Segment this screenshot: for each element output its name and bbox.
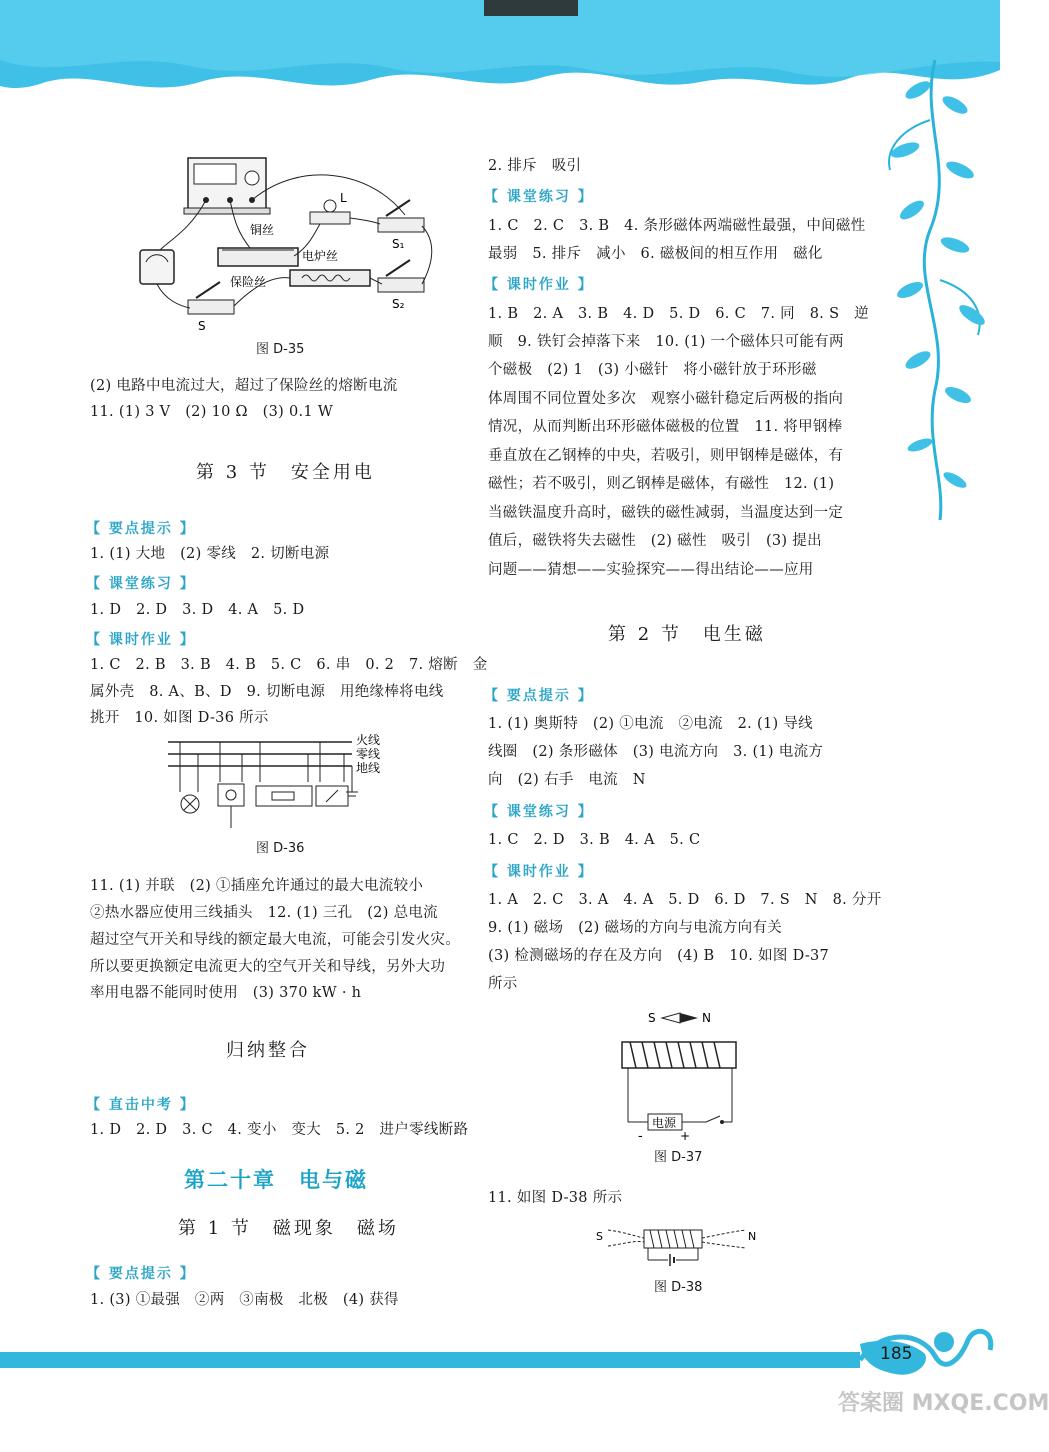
section-tag: 【 课时作业 】 — [484, 277, 594, 293]
answer-line: 垂直放在乙钢棒的中央，若吸引，则甲钢棒是磁体，有 — [488, 448, 844, 464]
vine-decoration — [860, 60, 1000, 530]
answer-line: 向 (2) 右手 电流 N — [488, 772, 646, 788]
answer-line: 线圈 (2) 条形磁体 (3) 电流方向 3. (1) 电流方 — [488, 744, 824, 760]
answer-line: 属外壳 8. A、B、D 9. 切断电源 用绝缘棒将电线 — [90, 684, 444, 700]
ground-wire-label: 地线 — [356, 761, 381, 775]
figure-d35-caption: 图 D-35 — [256, 342, 305, 357]
figure-d35 — [130, 150, 450, 335]
section-tag: 【 课时作业 】 — [86, 632, 196, 648]
answer-line: 情况，从而判断出环形磁体磁极的位置 11. 将甲钢棒 — [488, 419, 843, 435]
top-wave-banner — [0, 0, 1000, 130]
neutral-wire-label: 零线 — [356, 747, 381, 761]
figure-d37-caption: 图 D-37 — [654, 1150, 703, 1165]
section-tag: 【 直击中考 】 — [86, 1097, 196, 1113]
page-number: 185 — [880, 1344, 913, 1364]
coil-s-label: S — [596, 1230, 603, 1243]
answer-line: 最弱 5. 排斥 减小 6. 磁极间的相互作用 磁化 — [488, 246, 823, 262]
watermark: 答案圈 MXQE.COM — [838, 1391, 1049, 1416]
answer-line: 值后，磁铁将失去磁性 (2) 磁性 吸引 (3) 提出 — [488, 533, 822, 549]
figure-d38-caption: 图 D-38 — [654, 1280, 703, 1295]
answer-line: 挑开 10. 如图 D-36 所示 — [90, 710, 269, 726]
figure-d37 — [610, 1006, 750, 1146]
live-wire-label: 火线 — [356, 733, 381, 747]
coil-n-label: N — [748, 1230, 757, 1243]
section-title: 第 3 节 安全用电 — [196, 462, 375, 483]
section-tag: 【 要点提示 】 — [86, 521, 196, 537]
answer-line: 问题——猜想——实验探究——得出结论——应用 — [488, 562, 814, 578]
answer-line: 1. D 2. D 3. C 4. 变小 变大 5. 2 进户零线断路 — [90, 1122, 469, 1138]
section-title: 归纳整合 — [226, 1040, 310, 1061]
answer-line: 顺 9. 铁钉会掉落下来 10. (1) 一个磁体只可能有两 — [488, 334, 844, 350]
power-label: 电源 — [652, 1116, 677, 1130]
minus-sign: - — [638, 1129, 643, 1144]
section-title: 第 1 节 磁现象 磁场 — [178, 1218, 399, 1239]
chapter-title: 第二十章 电与磁 — [184, 1168, 368, 1192]
answer-line: 所以要更换额定电流更大的空气开关和导线，另外大功 — [90, 959, 446, 975]
answer-line: 1. (1) 奥斯特 (2) ①电流 ②电流 2. (1) 导线 — [488, 716, 813, 732]
answer-line: (3) 检测磁场的存在及方向 (4) B 10. 如图 D-37 — [488, 948, 830, 964]
s2-label: S₂ — [392, 297, 405, 311]
answer-line: (2) 电路中电流过大，超过了保险丝的熔断电流 — [90, 378, 398, 394]
heater-label: 电炉丝 — [302, 249, 339, 263]
section-title: 第 2 节 电生磁 — [608, 624, 766, 645]
answer-line: 1. C 2. B 3. B 4. B 5. C 6. 串 0. 2 7. 熔断 金 — [90, 657, 488, 673]
answer-line: 11. 如图 D-38 所示 — [488, 1190, 623, 1206]
answer-line: 当磁铁温度升高时，磁铁的磁性减弱，当温度达到一定 — [488, 505, 844, 521]
answer-line: 所示 — [488, 976, 518, 992]
answer-line: 磁性；若不吸引，则乙钢棒是磁体，有磁性 12. (1) — [488, 476, 835, 492]
answer-line: 11. (1) 并联 (2) ①插座允许通过的最大电流较小 — [90, 878, 424, 894]
answer-line: 1. B 2. A 3. B 4. D 5. D 6. C 7. 同 8. S 逆 — [488, 306, 869, 322]
copper-label: 铜丝 — [250, 223, 275, 237]
plus-sign: + — [680, 1129, 691, 1143]
section-tag: 【 课堂练习 】 — [484, 804, 594, 820]
answer-line: 率用电器不能同时使用 (3) 370 kW · h — [90, 985, 362, 1001]
figure-d36-caption: 图 D-36 — [256, 841, 305, 856]
section-tag: 【 课堂练习 】 — [484, 189, 594, 205]
answer-line: 1. C 2. D 3. B 4. A 5. C — [488, 832, 701, 848]
figure-d38 — [594, 1220, 764, 1276]
answer-line: 超过空气开关和导线的额定最大电流，可能会引发火灾。 — [90, 932, 460, 948]
answer-line: 2. 排斥 吸引 — [488, 158, 582, 174]
answer-line: 11. (1) 3 V (2) 10 Ω (3) 0.1 W — [90, 404, 334, 420]
answer-line: 1. D 2. D 3. D 4. A 5. D — [90, 602, 305, 618]
compass-n-label: N — [702, 1011, 711, 1025]
answer-line: 体周围不同位置处多次 观察小磁针稳定后两极的指向 — [488, 391, 844, 407]
answer-line: 1. (1) 大地 (2) 零线 2. 切断电源 — [90, 546, 330, 562]
answer-line: 个磁极 (2) 1 (3) 小磁针 将小磁针放于环形磁 — [488, 362, 817, 378]
answer-line: 1. A 2. C 3. A 4. A 5. D 6. D 7. S N 8. 分开 — [488, 892, 882, 908]
answer-line: 1. (3) ①最强 ②两 ③南极 北极 (4) 获得 — [90, 1292, 399, 1308]
answer-line: ②热水器应使用三线插头 12. (1) 三孔 (2) 总电流 — [90, 905, 438, 921]
fuse-label: 保险丝 — [230, 275, 267, 289]
section-tag: 【 课堂练习 】 — [86, 576, 196, 592]
section-tag: 【 要点提示 】 — [484, 688, 594, 704]
answer-line: 1. C 2. C 3. B 4. 条形磁体两端磁性最强，中间磁性 — [488, 218, 866, 234]
s-label: S — [198, 319, 206, 333]
s1-label: S₁ — [392, 237, 405, 251]
lamp-label: L — [340, 191, 347, 205]
answer-line: 9. (1) 磁场 (2) 磁场的方向与电流方向有关 — [488, 920, 783, 936]
figure-d36 — [160, 732, 400, 832]
compass-s-label: S — [648, 1011, 656, 1025]
section-tag: 【 课时作业 】 — [484, 864, 594, 880]
section-tag: 【 要点提示 】 — [86, 1266, 196, 1282]
